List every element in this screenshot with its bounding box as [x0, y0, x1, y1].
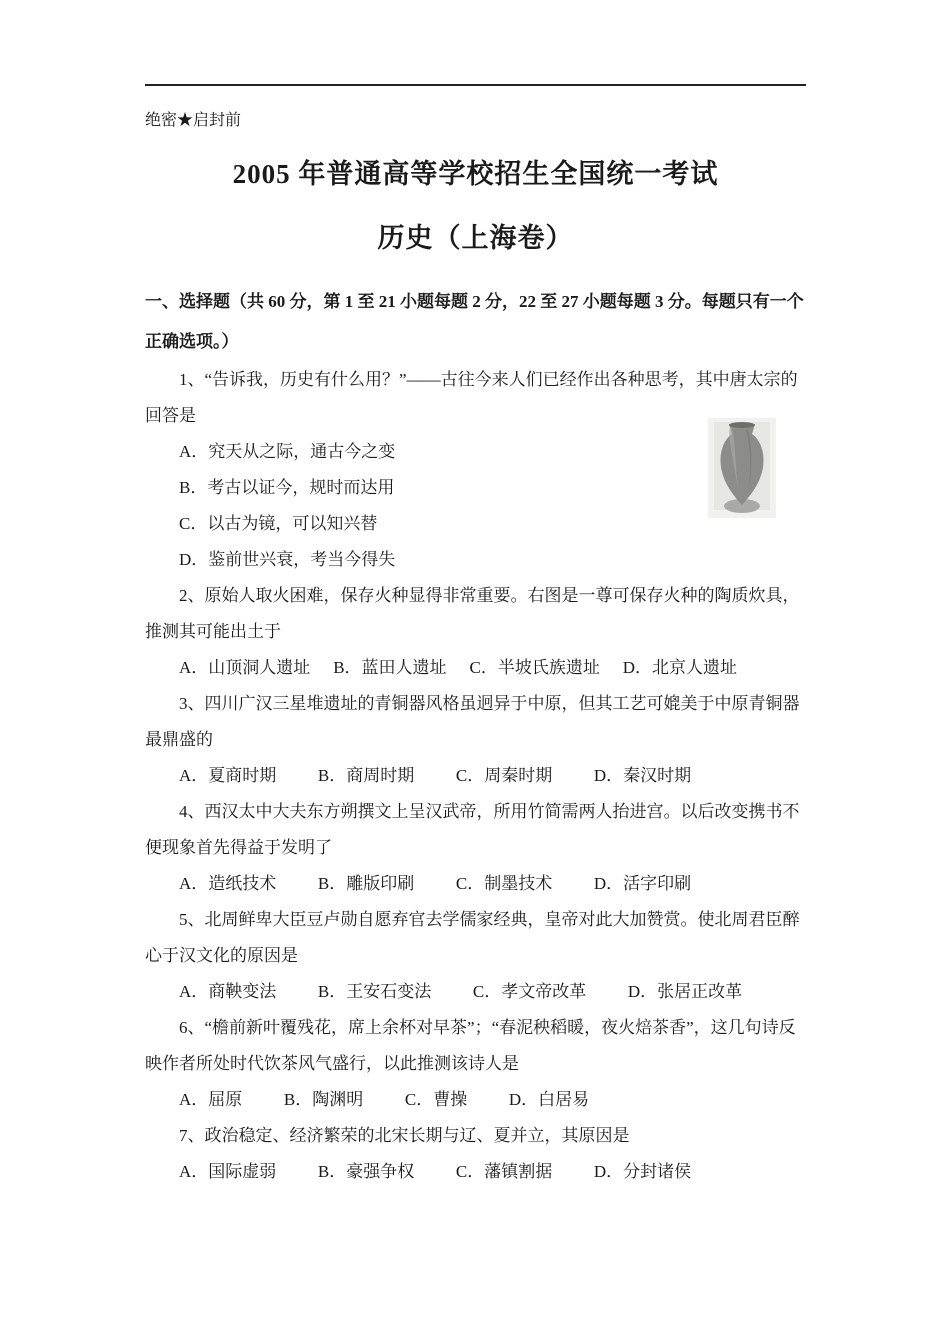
question-1 — [145, 362, 806, 578]
option-item: A．造纸技术 — [179, 874, 277, 893]
option-item: A．商鞅变法 — [179, 982, 277, 1001]
question-stem: 1、“告诉我，历史有什么用？”——古往今来人们已经作出各种思考，其中唐太宗的回答是 — [145, 370, 798, 425]
option-item: C．周秦时期 — [455, 766, 553, 785]
pottery-vessel-icon — [708, 418, 776, 518]
option-item: D．北京人遗址 — [622, 658, 738, 677]
option-item: D．分封诸侯 — [593, 1162, 692, 1181]
question-stem: 7、政治稳定、经济繁荣的北宋长期与辽、夏并立，其原因是 — [179, 1126, 630, 1145]
option-item: A．国际虚弱 — [179, 1162, 277, 1181]
option-item: A．屈原 — [179, 1090, 243, 1109]
question-options — [145, 974, 806, 1010]
option-item: C．孝文帝改革 — [472, 982, 587, 1001]
question-5 — [145, 902, 806, 1010]
exam-title: 2005 年普通高等学校招生全国统一考试 — [232, 159, 719, 189]
question-options — [145, 758, 806, 794]
option-item: D．张居正改革 — [627, 982, 743, 1001]
question-6 — [145, 1010, 806, 1118]
header-rule — [145, 84, 806, 86]
option-item: A．究天从之际，通古今之变 — [179, 442, 396, 461]
question-options — [145, 434, 806, 578]
option-item: D．鉴前世兴衰，考当今得失 — [179, 550, 396, 569]
option-item: B．雕版印刷 — [317, 874, 415, 893]
question-7 — [145, 1118, 806, 1190]
option-item: C．半坡氏族遗址 — [469, 658, 600, 677]
option-item: C．曹操 — [404, 1090, 468, 1109]
question-stem: 2、原始人取火困难，保存火种显得非常重要。右图是一尊可保存火种的陶质炊具，推测其可能出土于 — [145, 586, 800, 641]
pottery-vessel-image — [708, 418, 776, 518]
security-marking: 绝密★启封前 — [145, 112, 242, 129]
option-item: C．以古为镜，可以知兴替 — [179, 514, 378, 533]
question-stem: 3、四川广汉三星堆遗址的青铜器风格虽迥异于中原，但其工艺可媲美于中原青铜器最鼎盛的 — [145, 694, 800, 749]
question-stem: 4、西汉太中大夫东方朔撰文上呈汉武帝，所用竹简需两人抬进宫。以后改变携书不便现象首先得益于发明了 — [145, 802, 800, 857]
question-options — [145, 1082, 806, 1118]
section-header: 一、选择题（共 60 分，第 1 至 21 小题每题 2 分，22 至 27 小题每题 3 分。每题只有一个正确选项。） — [145, 292, 804, 351]
option-item: B．陶渊明 — [283, 1090, 364, 1109]
exam-subtitle: 历史（上海卷） — [377, 223, 574, 253]
option-item: C．制墨技术 — [455, 874, 553, 893]
option-item: B．豪强争权 — [317, 1162, 415, 1181]
option-item: B．商周时期 — [317, 766, 415, 785]
option-item: B．蓝田人遗址 — [333, 658, 447, 677]
option-item: C．藩镇割据 — [455, 1162, 553, 1181]
question-2 — [145, 578, 806, 686]
option-item: A．夏商时期 — [179, 766, 277, 785]
option-item: D．秦汉时期 — [593, 766, 692, 785]
question-options — [145, 866, 806, 902]
question-stem: 5、北周鲜卑大臣豆卢勋自愿弃官去学儒家经典，皇帝对此大加赞赏。使北周君臣醉心于汉文化的原因是 — [145, 910, 800, 965]
question-3 — [145, 686, 806, 794]
question-4 — [145, 794, 806, 902]
option-item: B．考古以证今，规时而达用 — [179, 478, 395, 497]
question-stem: 6、“檐前新叶覆残花，席上余杯对早茶”；“春泥秧稻暖，夜火焙茶香”，这几句诗反映作者所处时代饮茶风气盛行，以此推测该诗人是 — [145, 1018, 796, 1073]
option-item: A．山顶洞人遗址 — [179, 658, 311, 677]
option-item: D．白居易 — [508, 1090, 590, 1109]
question-options — [145, 1154, 806, 1190]
option-item: B．王安石变法 — [317, 982, 432, 1001]
question-options — [145, 650, 806, 686]
option-item: D．活字印刷 — [593, 874, 692, 893]
